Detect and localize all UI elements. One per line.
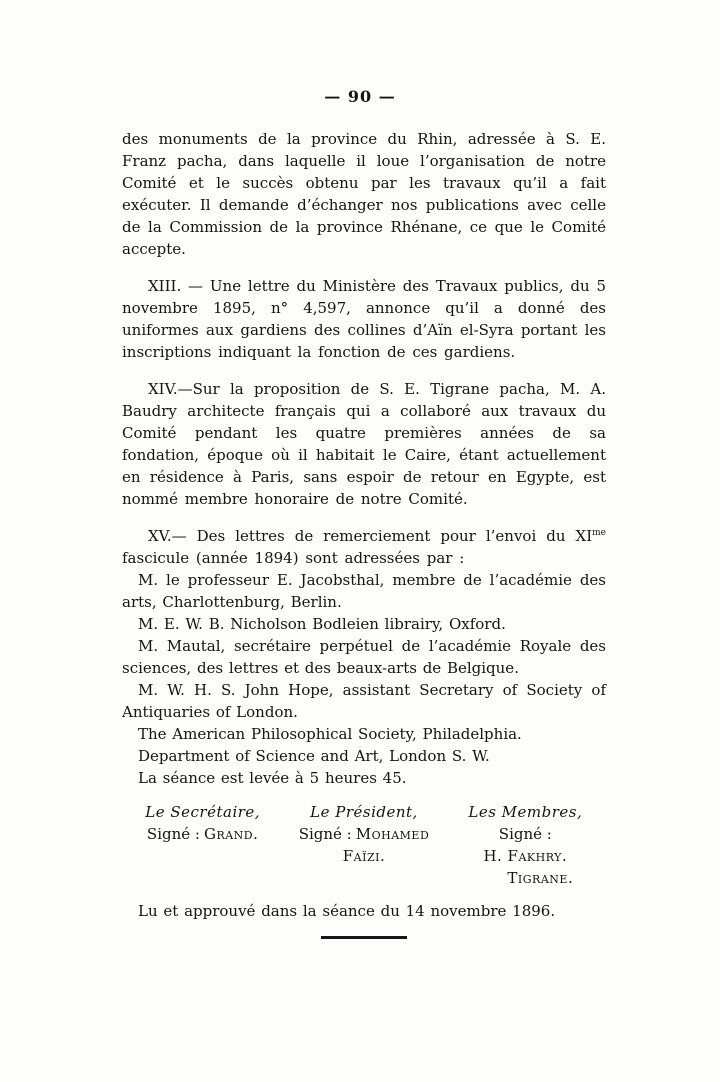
signature-president	[283, 801, 444, 889]
paragraph-xiii: XIII. — Une lettre du Ministère des Travaux publics, du 5 novembre 1895, n° 4,597, annonce qu’il a donné des uniformes aux gardiens des collines d’Aïn el-Syra portant les inscriptions indiquant la fonction de ces gardiens.	[122, 277, 606, 361]
letter-sender-mautal: M. Mautal, secrétaire perpétuel de l’académie Royale des sciences, des lettres et des beaux-arts de Belgique.	[122, 637, 606, 677]
letter-sender-john-hope: M. W. H. S. John Hope, assistant Secretary of Society of Antiquaries of London.	[122, 681, 606, 721]
signature-role-members: Les Membres,	[468, 803, 583, 821]
paragraph-xv-text-before: XV.— Des lettres de remerciement pour l’envoi du XI	[148, 527, 593, 545]
signature-role-president: Le Président,	[310, 803, 418, 821]
end-rule	[321, 936, 407, 939]
paragraph-continuation: des monuments de la province du Rhin, adressée à S. E. Franz pacha, dans laquelle il loue l’organisation de notre Comité et le succès obtenu par les travaux qu’il a fait exécuter. Il demande d’échanger nos publications avec celle de la Commission de la province Rhénane, ce que le Comité accepte.	[122, 130, 606, 258]
signed-label: Signé :	[298, 825, 352, 843]
signed-label: Signé :	[146, 825, 200, 843]
page-content	[122, 128, 606, 939]
paragraph-xv-text-after: fascicule (année 1894) sont adressées par :	[122, 549, 465, 567]
signed-label: Signé :	[498, 825, 552, 843]
signature-role-secretary: Le Secrétaire,	[145, 803, 261, 821]
approval-line: Lu et approuvé dans la séance du 14 novembre 1896.	[138, 902, 556, 920]
letter-sender-nicholson: M. E. W. B. Nicholson Bodleien librairy, Oxford.	[138, 615, 506, 633]
letter-sender-jacobsthal: M. le professeur E. Jacobsthal, membre de l’académie des arts, Charlottenburg, Berlin.	[122, 571, 606, 611]
letter-sender-department-science-art: Department of Science and Art, London S. W.	[138, 747, 490, 765]
page-number: — 90 —	[324, 87, 396, 106]
signature-name-grand: Grand.	[203, 825, 259, 843]
signature-line-secretary	[122, 823, 283, 845]
signature-block	[122, 801, 606, 889]
paragraph-xiv: XIV.—Sur la proposition de S. E. Tigrane pacha, M. A. Baudry architecte français qui a collaboré aux travaux du Comité pendant les quatre premières années de sa fondation, époque où il habitait le Caire, étant actuellement en résidence à Paris, sans espoir de retour en Egypte, est nommé membre honoraire de notre Comité.	[122, 380, 606, 508]
signature-line-president	[283, 823, 444, 867]
signature-name-tigrane: Tigrane.	[507, 869, 574, 887]
signature-secretary	[122, 801, 283, 889]
session-closing-line: La séance est levée à 5 heures 45.	[138, 769, 407, 787]
paragraph-xv-intro	[122, 525, 606, 569]
signature-members	[445, 801, 606, 889]
letter-sender-american-philosophical-society: The American Philosophical Society, Philadelphia.	[138, 725, 522, 743]
signature-name-mohamed-faizi: Mohamed Faïzi.	[342, 825, 430, 865]
ordinal-superscript: me	[592, 528, 606, 538]
signature-line-members	[445, 823, 606, 845]
signature-name-fakhry: H. Fakhry.	[483, 847, 568, 865]
